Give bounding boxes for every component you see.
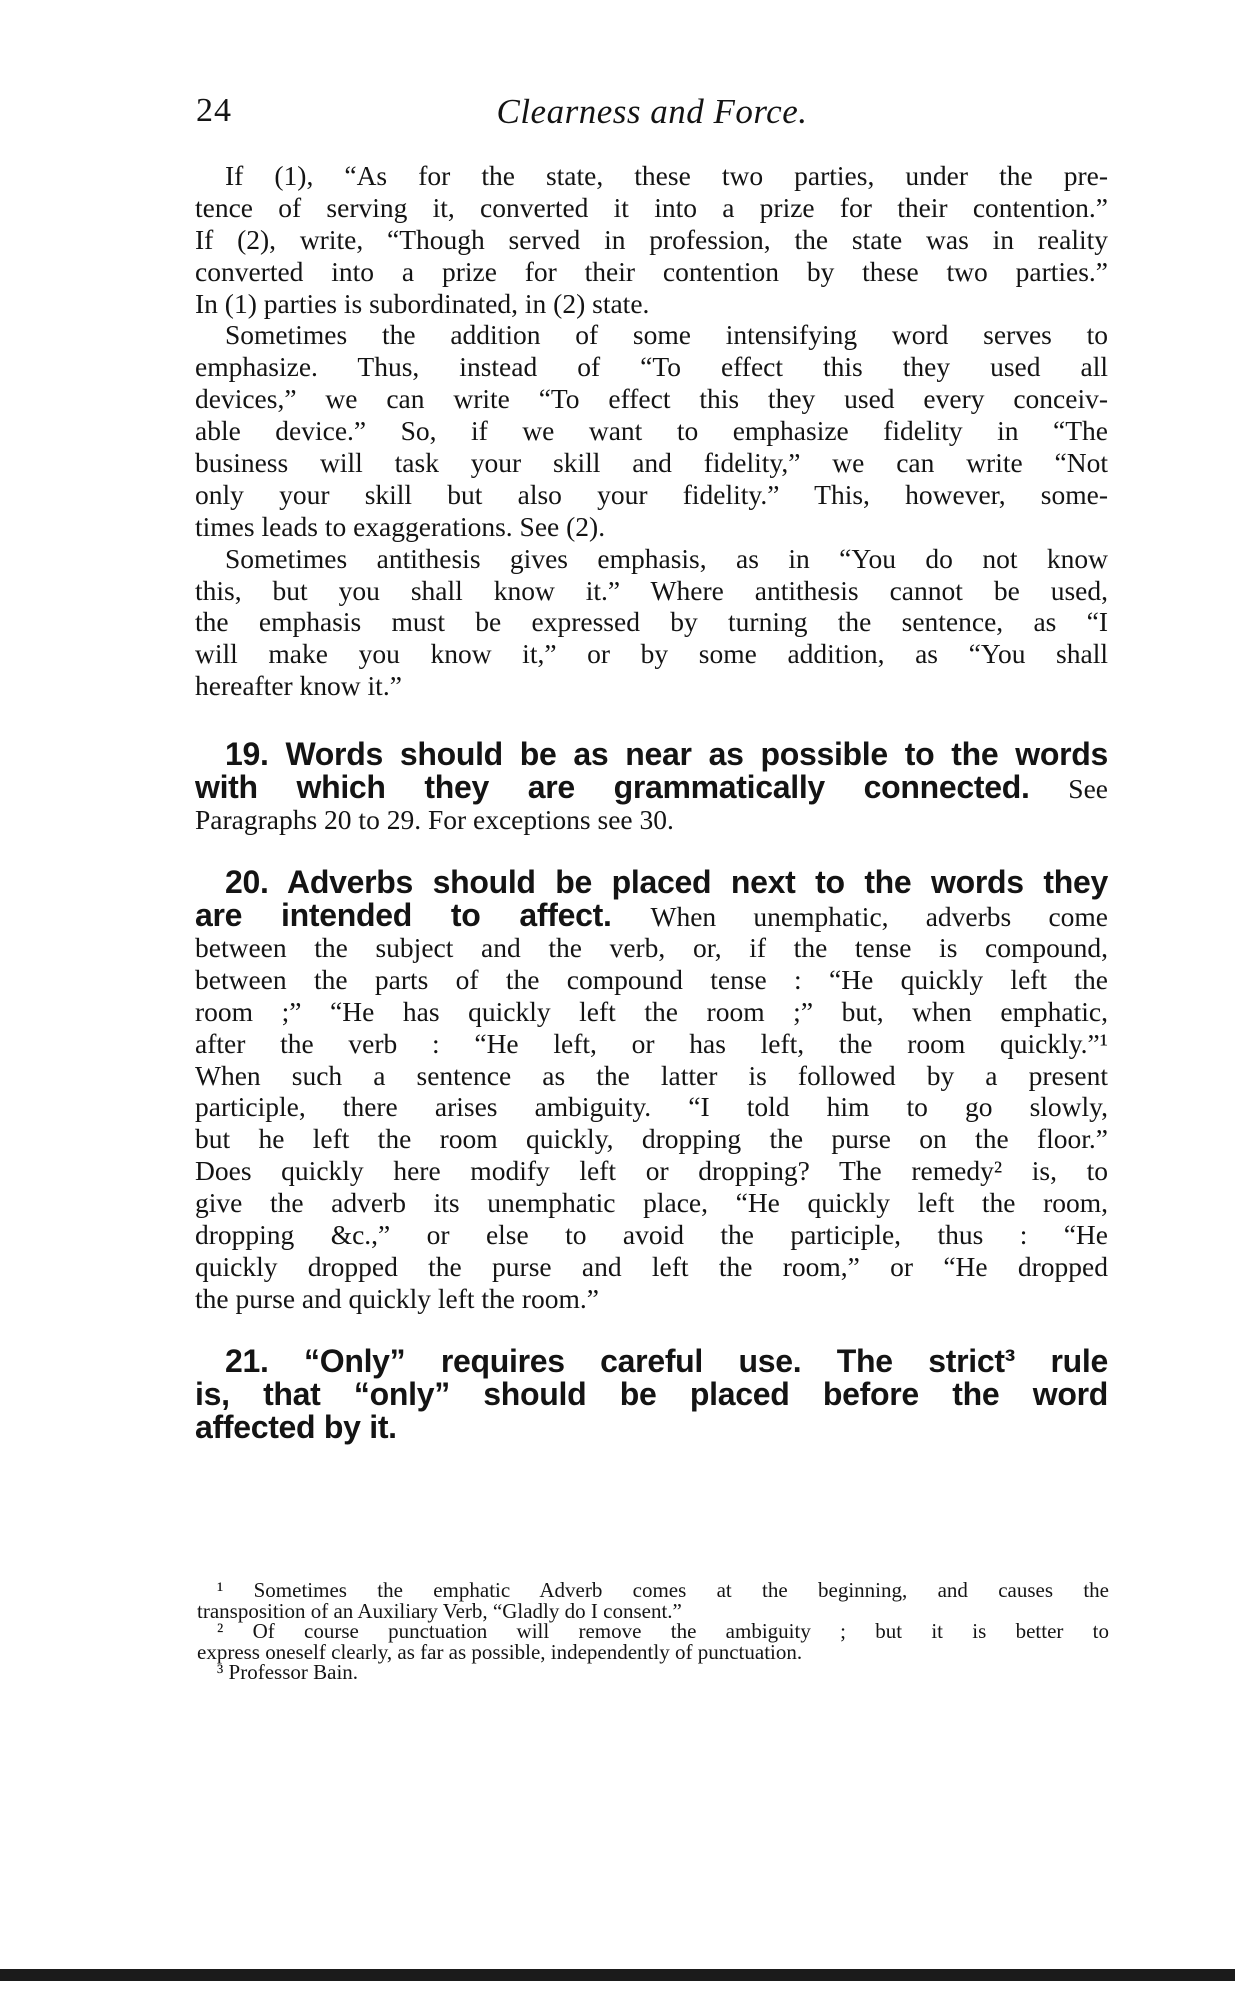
text-line: quickly dropped the purse and left the room,” or “He dropped: [195, 1250, 1108, 1282]
text-line: hereafter know it.”: [195, 670, 402, 702]
text-line: devices,” we can write “To effect this they used every conceiv-: [195, 383, 1108, 415]
text-line: room ;” “He has quickly left the room ;” but, when emphatic,: [195, 995, 1108, 1027]
section-21: [195, 1342, 1108, 1445]
section-heading: with which they are grammatically connected.: [195, 769, 1030, 806]
text-line: Paragraphs 20 to 29. For exceptions see 30.: [195, 804, 674, 836]
section-heading: 19. Words should be as near as possible to the words: [225, 736, 1108, 773]
section-heading: affected by it.: [195, 1408, 397, 1445]
antithesis-paragraph: [195, 543, 1108, 702]
text-line: between the parts of the compound tense : “He quickly left the: [195, 963, 1108, 995]
section-text: When unemphatic, adverbs come: [650, 901, 1108, 933]
text-line: dropping &c.,” or else to avoid the participle, thus : “He: [195, 1219, 1108, 1251]
section-heading: is, that “only” should be placed before the word: [195, 1375, 1108, 1412]
text-line: participle, there arises ambiguity. “I told him to go slowly,: [195, 1091, 1108, 1123]
section-heading: are intended to affect.: [195, 897, 612, 934]
text-line: converted into a prize for their contention by these two parties.”: [195, 255, 1108, 287]
footnote-2-cont: express oneself clearly, as far as possible, independently of punctuation.: [197, 1639, 803, 1664]
text-line: emphasize. Thus, instead of “To effect this they used all: [195, 351, 1108, 383]
text-line: will make you know it,” or by some addition, as “You shall: [195, 638, 1108, 670]
text-line: this, but you shall know it.” Where antithesis cannot be used,: [195, 574, 1108, 606]
section-heading-line: [195, 771, 1108, 804]
page-body: [195, 160, 1108, 1444]
text-line: between the subject and the verb, or, if the tense is compound,: [195, 932, 1108, 964]
intro-paragraph: [195, 160, 1108, 319]
running-title: Clearness and Force.: [496, 92, 808, 131]
text-line: Sometimes the addition of some intensifying word serves to: [225, 319, 1108, 351]
page-number: 24: [196, 92, 232, 129]
footnote-1-cont: transposition of an Auxiliary Verb, “Gladly do I consent.”: [197, 1598, 682, 1623]
footnote-2: ² Of course punctuation will remove the ambiguity ; but it is better to: [217, 1619, 1109, 1643]
section-heading: 21. “Only” requires careful use. The strict³ rule: [225, 1342, 1108, 1379]
footnote-1: ¹ Sometimes the emphatic Adverb comes at the beginning, and causes the: [217, 1578, 1109, 1602]
text-line: In (1) parties is subordinated, in (2) state.: [195, 287, 650, 319]
text-line: Does quickly here modify left or dropping? The remedy² is, to: [195, 1155, 1108, 1187]
text-line: after the verb : “He left, or has left, the room quickly.”¹: [195, 1027, 1108, 1059]
text-line: times leads to exaggerations. See (2).: [195, 510, 606, 542]
text-line: able device.” So, if we want to emphasize fidelity in “The: [195, 415, 1108, 447]
section-19: [195, 738, 1108, 836]
text-line: If (1), “As for the state, these two parties, under the pre-: [225, 160, 1108, 191]
section-heading: 20. Adverbs should be placed next to the words they: [225, 864, 1108, 901]
text-line: give the adverb its unemphatic place, “He quickly left the room,: [195, 1187, 1108, 1219]
section-see: See: [1068, 773, 1108, 805]
running-head: [196, 92, 1108, 140]
intensify-paragraph: [195, 319, 1108, 542]
footnotes: [197, 1580, 1109, 1683]
text-line: but he left the room quickly, dropping the purse on the floor.”: [195, 1123, 1108, 1155]
text-line: When such a sentence as the latter is followed by a present: [195, 1059, 1108, 1091]
section-20: [195, 866, 1108, 1315]
section-heading-line: [195, 899, 1108, 932]
text-line: only your skill but also your fidelity.” This, however, some-: [195, 478, 1108, 510]
text-line: tence of serving it, converted it into a prize for their contention.”: [195, 191, 1108, 223]
footnote-3: ³ Professor Bain.: [217, 1660, 359, 1684]
text-line: If (2), write, “Though served in profession, the state was in reality: [195, 223, 1108, 255]
scan-bottom-edge: [0, 1969, 1235, 1981]
text-line: business will task your skill and fidelity,” we can write “Not: [195, 447, 1108, 479]
text-line: the emphasis must be expressed by turning the sentence, as “I: [195, 606, 1108, 638]
text-line: the purse and quickly left the room.”: [195, 1282, 599, 1314]
text-line: Sometimes antithesis gives emphasis, as in “You do not know: [225, 542, 1108, 574]
